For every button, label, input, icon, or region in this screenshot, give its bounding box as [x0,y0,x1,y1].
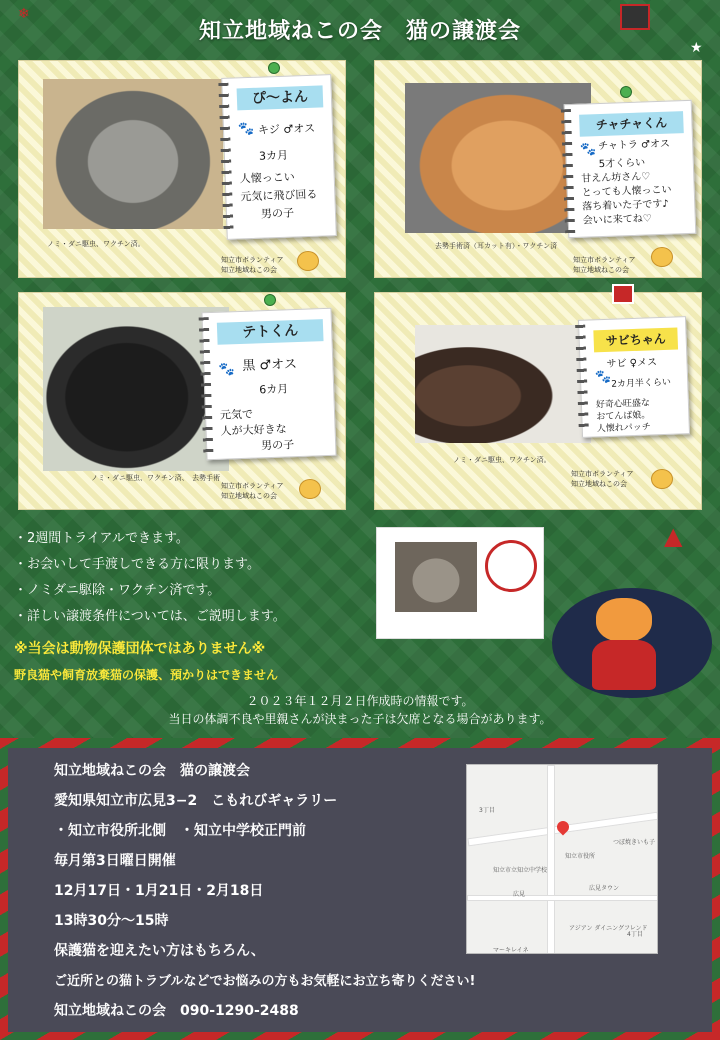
credit-line: 知立市ボランティア [221,256,284,264]
cat-detail: 人懐っこい [239,170,295,186]
credit-line: 知立地域ねこの会 [571,480,627,488]
cat-credit [573,255,635,275]
event-line: ・知立市役所北側 ・知立中学校正門前 [54,823,306,839]
note-line: ・詳しい譲渡条件については、ご説明します。 [14,609,286,624]
map-label: 広見 [513,891,526,898]
cat-detail: おてんば娘。 [596,410,651,423]
cat-detail: 黒 ♂オス [242,357,298,374]
cat-photo [43,79,223,229]
event-line: 愛知県知立市広見3−2 こもれびギャラリー [54,793,338,809]
info-date: ２０２３年１２月２日作成時の情報です。 [246,694,474,708]
cat-detail: 6カ月 [258,382,289,397]
cat-detail: キジ ♂オス [257,121,316,137]
credit-line: 知立市ボランティア [221,482,284,490]
small-cat-card [376,527,544,639]
map-label: 3丁目 [479,807,495,814]
cat-name: ぴ～よん [237,85,324,110]
event-line: 13時30分～15時 [54,913,169,929]
cat-detail: 2カ月半くらい [611,377,672,390]
map-label: マーキレイネ [493,947,529,954]
cat-name: テトくん [217,319,324,345]
pin-icon [264,294,276,306]
map-label: 4丁目 [627,931,643,938]
map-label: 広見タウン [589,885,620,892]
map-label: アジアン ダイニングフレンド [569,925,648,932]
warning-no-rescue: 野良猫や飼育放棄猫の保護、預かりはできません [14,668,279,682]
page-title: 知立地域ねこの会 猫の譲渡会 [198,19,521,44]
cat-detail: サビ ♀メス [606,357,658,370]
cat-caption: ノミ・ダニ駆虫、ワクチン済。 [47,240,145,248]
cat-detail: 落ち着いた子です♪ [582,198,669,213]
stamp-icon [485,540,537,592]
cat-detail: 3カ月 [258,148,289,163]
cat-caption: 去勢手術済（耳カット有）・ワクチン済 [435,242,558,250]
credit-line: 知立地域ねこの会 [221,266,277,274]
ornament-icon: ❄ [18,6,30,22]
cat-name: サビちゃん [593,327,678,352]
cat-note-3 [201,308,336,460]
map-label: つぼ焼きいも子 [613,839,656,846]
map-label: 知立市立知立中学校 [493,867,548,874]
map-label: 知立市役所 [565,853,596,860]
credit-line: 知立地域ねこの会 [573,266,629,274]
note-line: ・お会いして手渡しできる方に限ります。 [14,557,260,572]
cat-note-2 [564,100,697,238]
pin-icon [620,86,632,98]
paw-icon: 🐾 [237,121,255,138]
paw-icon: 🐾 [594,369,612,386]
event-line: 知立地域ねこの会 090-1290-2488 [54,1003,299,1019]
event-line: 知立地域ねこの会 猫の譲渡会 [54,763,250,779]
santa-hat-icon: ▲ [664,522,683,550]
paw-icon: 🐾 [580,142,597,158]
cat-detail: 甘えん坊さん♡ [581,171,651,185]
event-line: 毎月第3日曜日開催 [54,853,176,869]
cat-detail: 元気で [219,407,254,422]
event-line: 保護猫を迎えたい方はもちろん、 [54,943,265,959]
gift-icon [612,284,634,304]
cat-detail: 人が大好きな [220,422,287,438]
cat-name: チャチャくん [579,111,684,137]
info-absence: 当日の体調不良や里親さんが決まった子は欠席となる場合があります。 [168,712,552,726]
cat-credit [221,481,283,501]
cat-logo-icon [297,251,319,271]
star-icon: ★ [690,40,703,56]
note-line: ・2週間トライアルできます。 [14,531,189,546]
cat-detail: 会いに来てね♡ [582,213,652,227]
gift-icon [620,4,650,30]
cat-detail: とっても人懐っこい [581,184,672,199]
cat-detail: 元気に飛び回る [240,187,318,204]
cat-detail: 5才くらい [598,157,646,171]
location-map [466,764,658,954]
cat-logo-icon [651,247,673,267]
santa-cat-icon [552,588,712,698]
event-line: ご近所との猫トラブルなどでお悩みの方もお気軽にお立ち寄りください! [54,974,476,989]
cat-logo-icon [651,469,673,489]
cat-note-1 [221,74,337,240]
pin-icon [268,62,280,74]
credit-line: 知立地域ねこの会 [221,492,277,500]
cat-caption: ノミ・ダニ駆虫、ワクチン済。 [453,456,551,464]
cat-logo-icon [299,479,321,499]
credit-line: 知立市ボランティア [571,470,634,478]
cat-detail: 男の子 [260,438,295,453]
credit-line: 知立市ボランティア [573,256,636,264]
warning-not-shelter: ※当会は動物保護団体ではありません※ [14,641,266,657]
cat-photo [395,542,477,612]
cat-note-4 [578,316,690,438]
cat-caption: ノミ・ダニ駆虫、ワクチン済、 去勢手術 [91,474,221,482]
cat-detail: 男の子 [260,206,295,221]
cat-detail: チャトラ ♂オス [598,138,671,153]
cat-detail: 人懐れパッチ [596,422,651,435]
cat-detail: 好奇心旺盛な [595,398,651,411]
cat-credit [571,469,633,489]
cat-credit [221,255,283,275]
event-line: 12月17日・1月21日・2月18日 [54,883,264,899]
paw-icon: 🐾 [218,362,235,378]
cat-photo [415,325,591,443]
note-line: ・ノミダニ駆除・ワクチン済です。 [14,583,221,598]
